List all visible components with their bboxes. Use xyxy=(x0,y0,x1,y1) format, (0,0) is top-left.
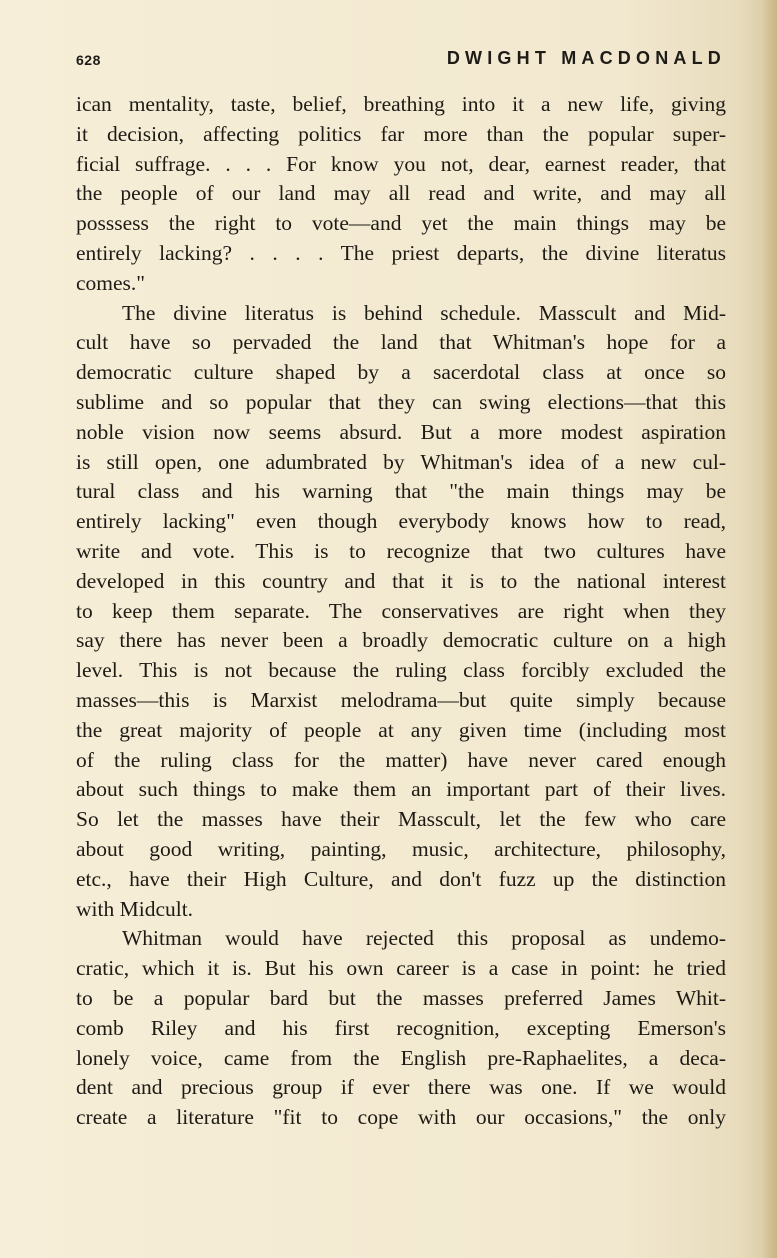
text-line: sublime and so popular that they can swing elections—that this xyxy=(76,389,726,414)
text-line: to keep them separate. The conservatives are right when they xyxy=(76,598,726,623)
text-line: to be a popular bard but the masses preferred James Whit- xyxy=(76,985,726,1010)
text-line: ficial suffrage. . . . For know you not, dear, earnest reader, that xyxy=(76,151,726,176)
text-line: entirely lacking? . . . . The priest departs, the divine literatus xyxy=(76,240,726,265)
text-line: posssess the right to vote—and yet the main things may be xyxy=(76,211,726,236)
text-line: about such things to make them an important part of their lives. xyxy=(76,777,726,802)
text-line: say there has never been a broadly democratic culture on a high xyxy=(76,628,726,653)
text-line: etc., have their High Culture, and don't fuzz up the distinction xyxy=(76,866,726,891)
text-line: entirely lacking" even though everybody knows how to read, xyxy=(76,509,726,534)
text-line: the great majority of people at any given time (including most xyxy=(76,717,726,742)
text-line: cult have so pervaded the land that Whitman's hope for a xyxy=(76,330,726,355)
text-line: comb Riley and his first recognition, excepting Emerson's xyxy=(76,1015,726,1040)
text-line: lonely voice, came from the English pre-Raphaelites, a deca- xyxy=(76,1045,726,1070)
running-head: DWIGHT MACDONALD xyxy=(446,48,726,68)
text-line: dent and precious group if ever there was one. If we would xyxy=(76,1075,726,1100)
text-line: the people of our land may all read and write, and may all xyxy=(76,181,726,206)
text-line: cratic, which it is. But his own career is a case in point: he tried xyxy=(76,956,726,981)
text-line: masses—this is Marxist melodrama—but quite simply because xyxy=(76,687,726,712)
text-line: with Midcult. xyxy=(76,896,194,921)
page-header xyxy=(76,48,726,74)
paragraph xyxy=(76,924,726,1133)
text-line: is still open, one adumbrated by Whitman's idea of a new cul- xyxy=(76,449,726,474)
text-line: ican mentality, taste, belief, breathing into it a new life, giving xyxy=(76,92,726,116)
text-line: comes." xyxy=(76,270,146,295)
text-line: create a literature "fit to cope with our occasions," the only xyxy=(76,1105,726,1130)
body-text xyxy=(76,90,726,1133)
page-edge-shadow xyxy=(763,0,777,1258)
page-number: 628 xyxy=(76,52,101,68)
text-line: about good writing, painting, music, architecture, philosophy, xyxy=(76,836,726,861)
text-line: level. This is not because the ruling class forcibly excluded the xyxy=(76,658,726,683)
text-line: Whitman would have rejected this proposal as undemo- xyxy=(122,926,726,951)
text-line: So let the masses have their Masscult, let the few who care xyxy=(76,807,726,832)
text-line: democratic culture shaped by a sacerdotal class at once so xyxy=(76,360,726,385)
text-line: of the ruling class for the matter) have never cared enough xyxy=(76,747,726,772)
text-line: The divine literatus is behind schedule. Masscult and Mid- xyxy=(122,300,726,325)
text-line: developed in this country and that it is to the national interest xyxy=(76,568,726,593)
paragraph xyxy=(76,299,726,925)
text-line: it decision, affecting politics far more than the popular super- xyxy=(76,121,726,146)
paragraph xyxy=(76,90,726,299)
text-line: write and vote. This is to recognize that two cultures have xyxy=(76,538,726,563)
text-line: tural class and his warning that "the main things may be xyxy=(76,479,726,504)
text-line: noble vision now seems absurd. But a more modest aspiration xyxy=(76,419,726,444)
